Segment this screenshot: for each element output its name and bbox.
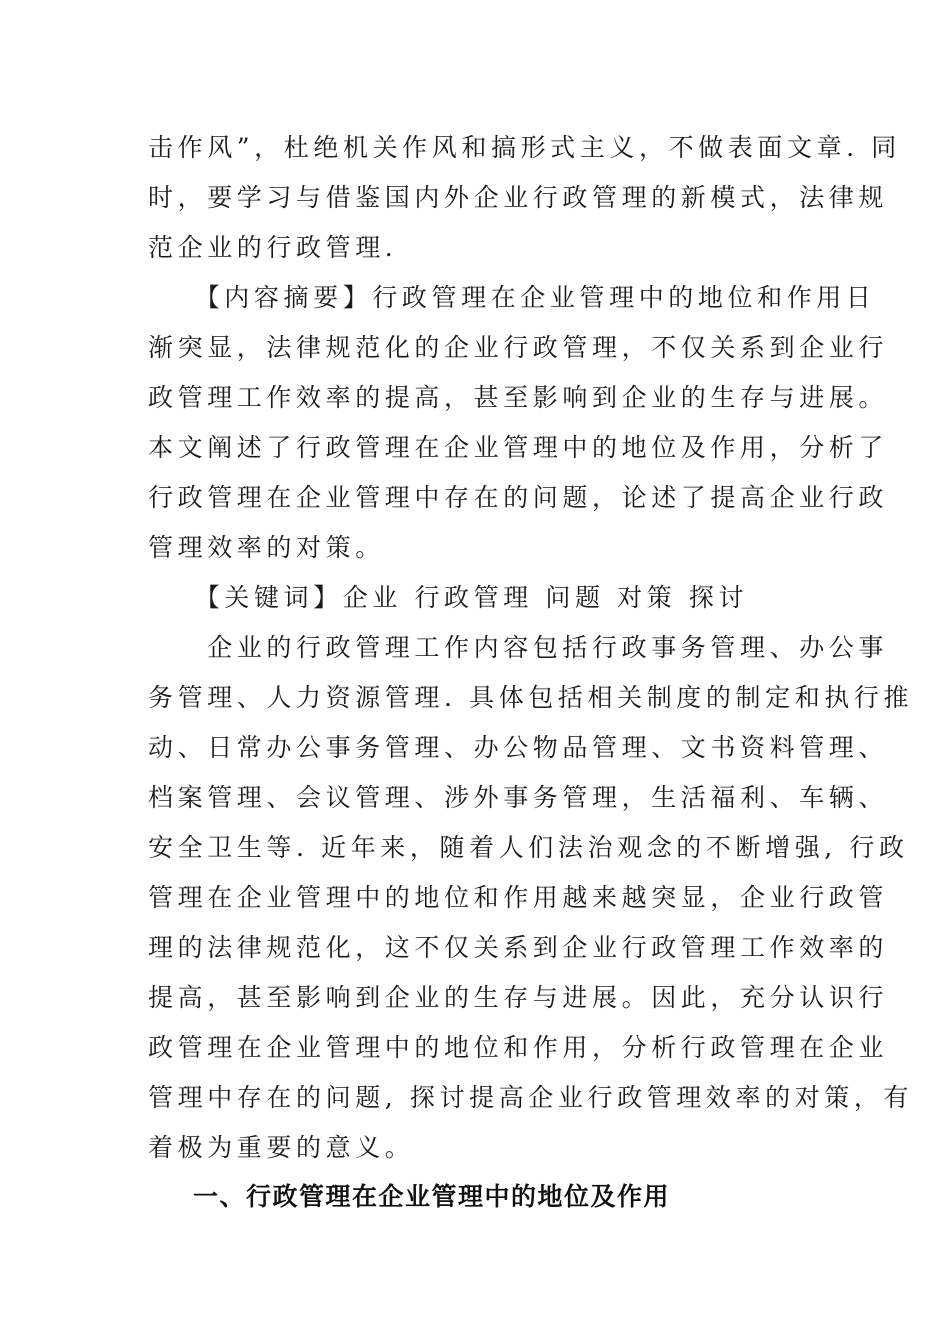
text-line: 理的法律规范化，这不仅关系到企业行政管理工作效率的 — [148, 933, 889, 962]
text-line: 管理中存在的问题, 探讨提高企业行政管理效率的对策，有 — [148, 1083, 914, 1112]
text-line: 【内容摘要】行政管理在企业管理中的地位和作用日 — [148, 283, 876, 312]
text-line: 行政管理在企业管理中存在的问题，论述了提高企业行政 — [148, 483, 889, 512]
text-line: 政管理在企业管理中的地位和作用，分析行政管理在企业 — [148, 1033, 889, 1062]
text-line: 务管理、人力资源管理. 具体包括相关制度的制定和执行推 — [148, 683, 914, 712]
keywords-line: 【关键词】企业 行政管理 问题 对策 探讨 — [148, 583, 749, 612]
text-line: 着极为重要的意义。 — [148, 1133, 415, 1162]
text-line: 管理在企业管理中的地位和作用越来越突显，企业行政管 — [148, 883, 889, 912]
text-line: 动、日常办公事务管理、办公物品管理、文书资料管理、 — [148, 733, 889, 762]
text-line: 击作风”，杜绝机关作风和搞形式主义，不做表面文章. 同 — [148, 133, 901, 162]
text-line: 本文阐述了行政管理在企业管理中的地位及作用，分析了 — [148, 433, 889, 462]
text-line: 档案管理、会议管理、涉外事务管理，生活福利、车辆、 — [148, 783, 889, 812]
body-text — [148, 123, 914, 1173]
section-heading: 一、行政管理在企业管理中的地位及作用 — [193, 1182, 671, 1211]
text-line: 渐突显，法律规范化的企业行政管理，不仅关系到企业行 — [148, 333, 889, 362]
text-line: 管理效率的对策。 — [148, 533, 385, 562]
text-line: 范企业的行政管理. — [148, 233, 398, 262]
text-line: 企业的行政管理工作内容包括行政事务管理、办公事 — [148, 633, 889, 662]
text-line: 安全卫生等. 近年来，随着人们法治观念的不断增强, 行政 — [148, 833, 909, 862]
text-line: 政管理工作效率的提高，甚至影响到企业的生存与进展。 — [148, 383, 889, 412]
text-line: 提高，甚至影响到企业的生存与进展。因此，充分认识行 — [148, 983, 889, 1012]
text-line: 时，要学习与借鉴国内外企业行政管理的新模式，法律规 — [148, 183, 889, 212]
